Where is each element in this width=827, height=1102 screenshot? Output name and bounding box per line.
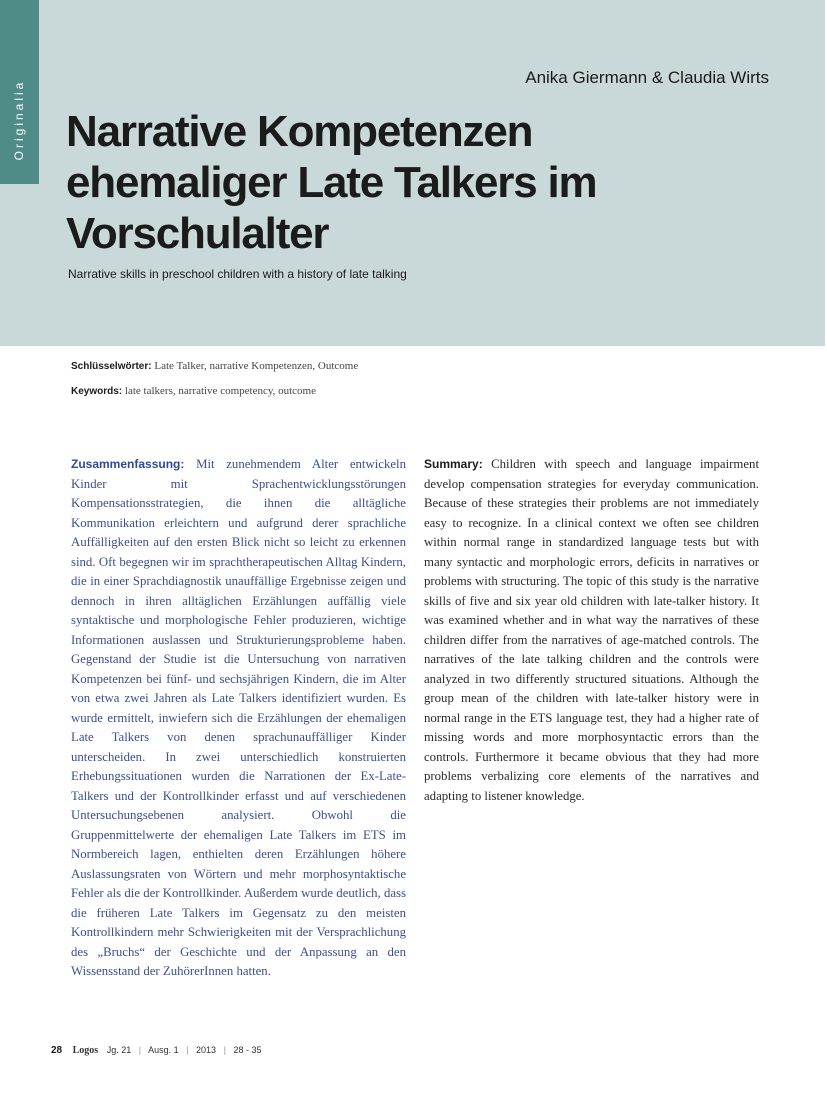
abstract-german-label: Zusammenfassung:	[71, 457, 185, 471]
footer-divider: |	[223, 1045, 226, 1055]
journal-volume: Jg. 21	[106, 1045, 132, 1055]
article-subtitle: Narrative skills in preschool children with a history of late talking	[68, 267, 407, 281]
page-footer	[51, 1045, 261, 1056]
abstract-english-text: Children with speech and language impairment develop compensation strategies for everyday communication. Because of these strategies their problems are not immediately easy to recognize. In a clinical context we often see children within normal range in standardized language tests but with many syntactic and morphologic errors, deficits in narratives or problems with structuring. The topic of this study is the narrative skills of five and six year old children with late-talker history. It was examined whether and in what way the narratives of these children differ from the narratives of age-matched controls. The narratives of the late talking children and the controls were analyzed in two differently structured situations. Although the group mean of the children with late-talker history were in normal range in the ETS language test, they had a higher rate of missing words and more morphosyntactic errors than the controls. Furthermore it became obvious that they had more problems verbalizing core elements of the narratives and adapting to listener knowledge.	[424, 457, 759, 803]
journal-issue: Ausg. 1	[148, 1045, 179, 1055]
keywords-german	[71, 360, 358, 372]
abstract-german	[71, 455, 406, 982]
author-line: Anika Giermann & Claudia Wirts	[525, 68, 769, 87]
footer-divider: |	[138, 1045, 142, 1055]
footer-divider: |	[186, 1045, 189, 1055]
abstract-english	[424, 455, 759, 806]
keywords-english	[71, 385, 316, 397]
article-title: Narrative Kompetenzen ehemaliger Late Talkers im Vorschulalter	[66, 107, 597, 258]
journal-year: 2013	[196, 1045, 217, 1055]
section-tab	[0, 0, 39, 184]
abstract-english-label: Summary:	[424, 457, 483, 471]
page-number: 28	[51, 1045, 63, 1056]
keywords-german-value: Late Talker, narrative Kompetenzen, Outcome	[154, 360, 359, 372]
page-range: 28 - 35	[233, 1045, 262, 1055]
keywords-german-label: Schlüsselwörter:	[71, 361, 152, 372]
journal-name: Logos	[72, 1045, 99, 1056]
section-tab-label: Originalia	[12, 79, 26, 161]
abstract-german-text: Mit zunehmendem Alter entwickeln Kinder mit Sprachentwicklungsstörungen Kompensationsstrategien, die ihnen die alltägliche Kommunikation erleichtern und aufgrund derer sprachliche Auffälligkeiten auf den ersten Blick nicht so leicht zu erkennen sind. Oft begegnen wir im sprachtherapeutischen Alltag Kindern, die in einer Sprachdiagnostik unauffällige Ergebnisse zeigen und dennoch in ihren alltäglichen Erzählungen auffällig viele syntaktische und morphologische Fehler produzieren, wichtige Informationen auslassen und Strukturierungsprobleme haben. Gegenstand der Studie ist die Untersuchung von narrativen Kompetenzen bei fünf- und sechsjährigen Kindern, die im Alter von etwa zwei Jahren als Late Talkers identifiziert wurden. Es wurde ermittelt, inwiefern sich die Erzählungen der ehemaligen Late Talkers von denen sprachunauffälliger Kinder unterscheiden. In zwei unterschiedlich konstruierten Erhebungssituationen wurden die Narrationen der Ex-Late-Talkers und der Kontrollkinder erfasst und auf verschiedenen Untersuchungsebenen analysiert. Obwohl die Gruppenmittelwerte der ehemaligen Late Talkers im ETS im Normbereich lagen, enthielten deren Erzählungen höhere Auslassungsraten von Wörtern und mehr morphosyntaktische Fehler als die der Kontrollkinder. Außerdem wurde deutlich, dass die früheren Late Talkers im Gegensatz zu den meisten Kontrollkindern mehr Schwierigkeiten mit der Versprachlichung des „Bruchs“ der Geschichte und der Anpassung an den Wissensstand der ZuhörerInnen hatten.	[71, 457, 406, 978]
keywords-english-value: late talkers, narrative competency, outcome	[124, 385, 316, 397]
keywords-english-label: Keywords:	[71, 386, 123, 397]
